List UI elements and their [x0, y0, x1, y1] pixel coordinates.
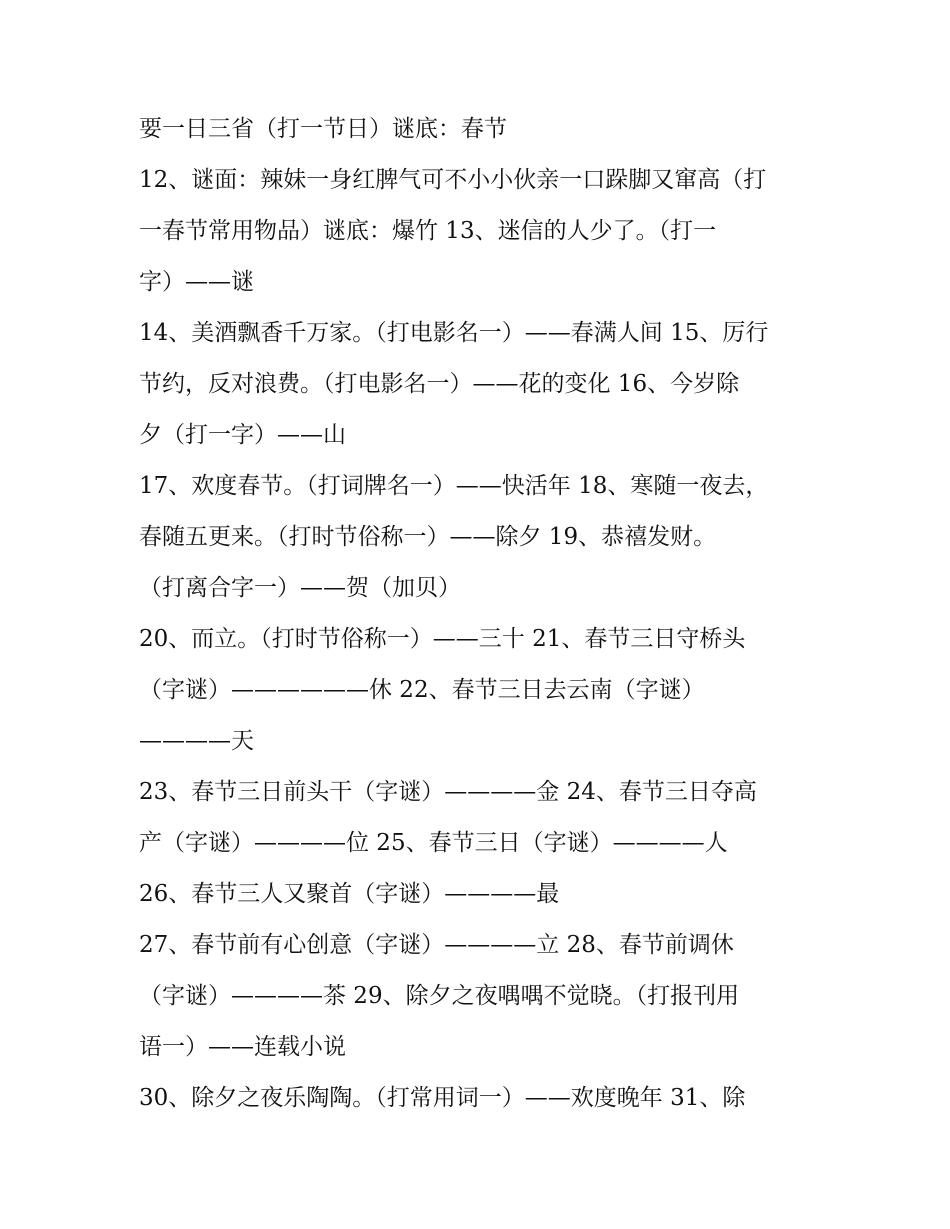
text-line: 夕（打一字）——山: [139, 422, 346, 448]
text-line: 语一）——连载小说: [139, 1034, 346, 1060]
riddle-text-body: [139, 110, 839, 1130]
text-line: （字谜）————茶 29、除夕之夜喁喁不觉晓。（打报刊用: [139, 983, 740, 1009]
text-line: 23、春节三日前头干（字谜）————金 24、春节三日夺高: [139, 779, 757, 805]
text-line: 20、而立。（打时节俗称一）——三十 21、春节三日守桥头: [139, 626, 746, 652]
text-line: 14、美酒飘香千万家。（打电影名一）——春满人间 15、厉行: [139, 320, 769, 346]
text-line: 一春节常用物品）谜底：爆竹 13、迷信的人少了。（打一: [139, 218, 717, 244]
text-line: （打离合字一）——贺（加贝）: [139, 575, 461, 601]
text-line: 30、除夕之夜乐陶陶。（打常用词一）——欢度晚年 31、除: [139, 1085, 746, 1111]
text-line: 17、欢度春节。（打词牌名一）——快活年 18、寒随一夜去，: [139, 473, 769, 499]
text-line: 26、春节三人又聚首（字谜）————最: [139, 881, 560, 907]
text-line: 27、春节前有心创意（字谜）————立 28、春节前调休: [139, 932, 734, 958]
text-line: 节约，反对浪费。（打电影名一）——花的变化 16、今岁除: [139, 371, 740, 397]
text-line: 春随五更来。（打时节俗称一）——除夕 19、恭禧发财。: [139, 524, 717, 550]
text-line: 12、谜面：辣妹一身红脾气可不小小伙亲一口跺脚又窜高（打: [139, 167, 767, 193]
text-line: 字）——谜: [139, 269, 254, 295]
text-line: 产（字谜）————位 25、春节三日（字谜）————人: [139, 830, 728, 856]
text-line: ————天: [139, 728, 254, 754]
text-line: 要一日三省（打一节日）谜底：春节: [139, 116, 507, 142]
text-line: （字谜）——————休 22、春节三日去云南（字谜）: [139, 677, 705, 703]
